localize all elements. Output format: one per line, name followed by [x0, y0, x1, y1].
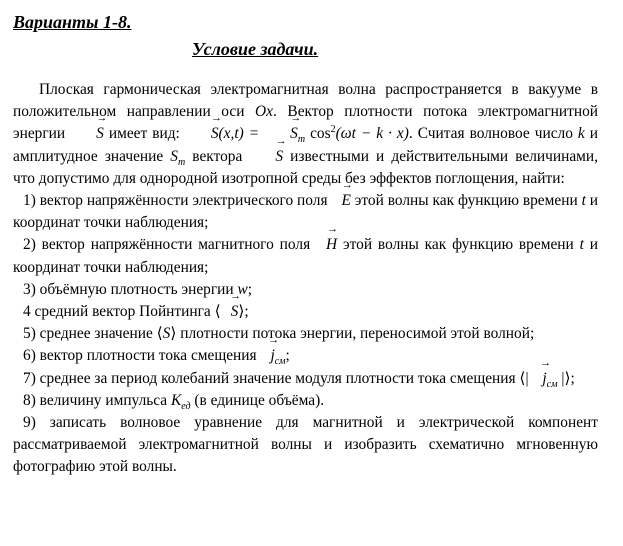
magnetic-field-symbol: H → [316, 234, 337, 256]
problem-text [13, 79, 598, 479]
item-7: 7) среднее за период колебаний значение модуля плотности тока смещения ⟨| $j \to_{см}$ |⟩; [13, 368, 598, 390]
poynting-vector-symbol: S → [70, 123, 104, 145]
item-4: 4 средний вектор Пойнтинга ⟨ S →⟩; [13, 301, 598, 323]
item-6: 6) вектор плотности тока смещения $j \to_{см}$; [13, 345, 598, 367]
condition-heading: Условие задачи. [192, 39, 319, 59]
item-3: 3) объёмную плотность энергии w; [23, 280, 253, 298]
item-1: 1) вектор напряжённости электрического поля E → этой волны как функцию времени t и координат точки наблюдения; [13, 190, 598, 234]
electric-field-symbol: E → [331, 190, 350, 212]
poynting-formula: $S \to(x,t) = S \to_m$ $\cos^2(\omega t - k \cdot x)$ [185, 125, 409, 142]
variants-heading: Варианты 1-8. [13, 12, 132, 32]
item-8: 8) величину импульса $K_{ед}$ (в единице объёма). [23, 391, 325, 412]
item-5: 5) среднее значение ⟨S⟩ плотности потока энергии, переносимой этой волной; [23, 325, 535, 343]
intro-paragraph: Плоская гармоническая электромагнитная волна распространяется в вакууме в положительном направлении оси Ox. Вектор плотности потока электромагнитной энергии S → имеет вид: $S \to(x,t) = S \to_m$ $\cos^2(\omega t - k \cdot x)$. Считая волновое число k и амплитудное значение $S_m$ вектора S → известными и действительными величинами, что допустимо для однородной изотропной среды без эффектов поглощения, найти: [13, 79, 598, 190]
item-9: 9) записать волновое уравнение для магнитной и электрической компонент рассматриваемой электромагнитной волны и изобразить схематично мгновенную фотографию этой волны. [13, 414, 598, 476]
item-2: 2) вектор напряжённости магнитного поля H → этой волны как функцию времени t и координат точки наблюдения; [13, 234, 598, 278]
